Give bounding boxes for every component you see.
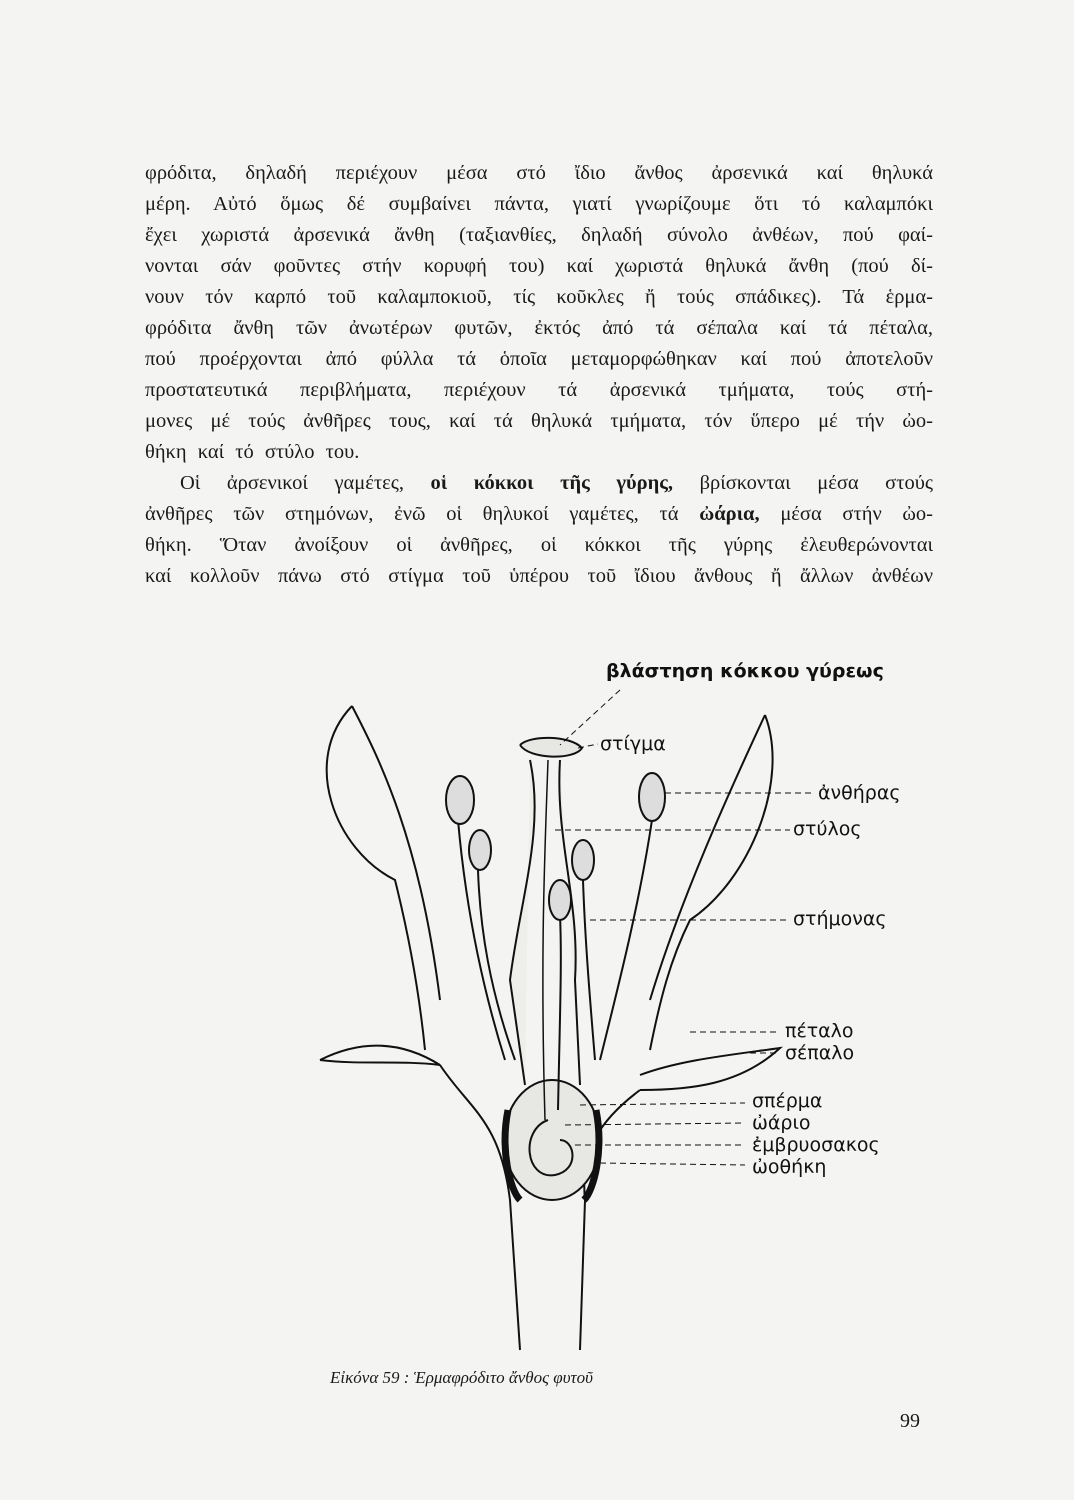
text-line: καί κολλοῦν πάνω στό στίγμα τοῦ ὑπέρου τοῦ ἴδιου ἄνθους ἤ ἄλλων ἀνθέων — [145, 565, 933, 587]
text-span: ἀνθῆρες τῶν στημόνων, ἐνῶ οἱ θηλυκοί γαμέτες, τά — [145, 503, 679, 525]
anther-shape — [549, 880, 571, 920]
stamen-filament — [600, 820, 652, 1060]
label-ovule: ὠάριο — [752, 1112, 811, 1134]
label-sepal: σέπαλο — [785, 1042, 855, 1064]
text-span: μέσα στήν ὠο- — [780, 503, 934, 525]
text-line: προστατευτικά περιβλήματα, περιέχουν τά ἀρσενικά τμήματα, τούς στή- — [145, 379, 933, 401]
label-stigma: στίγμα — [600, 733, 666, 755]
label-style: στύλος — [793, 818, 862, 840]
text-line: μέρη. Αὐτό ὅμως δέ συμβαίνει πάντα, γιατί γνωρίζουμε ὅτι τό καλαμπόκι — [145, 193, 933, 215]
text-line: θήκη. Ὅταν ἀνοίξουν οἱ ἀνθῆρες, οἱ κόκκοι τῆς γύρης ἐλευθερώνονται — [145, 534, 933, 556]
text-line: πού προέρχονται ἀπό φύλλα τά ὁποῖα μεταμορφώθηκαν καί πού ἀποτελοῦν — [145, 348, 933, 370]
text-line: φρόδιτα, δηλαδή περιέχουν μέσα στό ἴδιο ἄνθος ἀρσενικά καί θηλυκά — [145, 162, 933, 184]
label-embryo-sac: ἐμβρυοσακος — [752, 1134, 880, 1156]
label-stamen: στήμονας — [793, 908, 887, 930]
ovary-shape — [504, 1080, 600, 1200]
pollen-tube — [543, 760, 548, 1120]
anther-shape — [446, 776, 474, 824]
anther-shape — [469, 830, 491, 870]
text-line: μονες μέ τούς ἀνθῆρες τους, καί τά θηλυκά τμήματα, τόν ὕπερο μέ τήν ὠο- — [145, 410, 933, 432]
page-number: 99 — [900, 1410, 920, 1432]
style-shape — [510, 760, 580, 1085]
text-line: ἔχει χωριστά ἀρσενικά ἄνθη (ταξιανθίες, δηλαδή σύνολο ἀνθέων, πού φαί- — [145, 224, 933, 246]
bold-term: οἱ κόκκοι τῆς γύρης, — [430, 472, 673, 494]
left-sepal — [327, 706, 440, 1050]
text-line: νονται σάν φοῦντες στήν κορυφή του) καί χωριστά θηλυκά ἄνθη (πού δί- — [145, 255, 933, 277]
right-sepal — [650, 715, 773, 1050]
stamen-filament — [583, 880, 595, 1060]
label-pollen-germination: βλάστηση κόκκου γύρεως — [606, 660, 884, 682]
left-lower-sepal — [320, 1046, 440, 1065]
label-ovary: ὠοθήκη — [752, 1156, 827, 1178]
label-petal: πέταλο — [785, 1020, 854, 1042]
right-lower-petal — [640, 1048, 780, 1090]
anther-shape — [572, 840, 594, 880]
text-span: βρίσκονται μέσα στούς — [699, 472, 933, 494]
anther-shape — [639, 773, 665, 821]
text-line: φρόδιτα ἄνθη τῶν ἀνωτέρων φυτῶν, ἐκτός ἀπό τά σέπαλα καί τά πέταλα, — [145, 317, 933, 339]
text-span: Οἱ ἀρσενικοί γαμέτες, — [180, 472, 404, 494]
stigma-shape — [520, 738, 582, 757]
bold-term: ὠάρια, — [699, 503, 760, 525]
text-line: νουν τόν καρπό τοῦ καλαμποκιοῦ, τίς κοῦκλες ἤ τούς σπάδικες). Τά ἑρμα- — [145, 286, 933, 308]
caption-label: Εἰκόνα 59 : — [330, 1368, 410, 1387]
label-anther: ἀνθήρας — [818, 782, 901, 804]
label-seed: σπέρμα — [752, 1090, 823, 1112]
caption-text: Ἑρμαφρόδιτο ἄνθος φυτοῦ — [413, 1368, 593, 1387]
figure-caption — [330, 1368, 593, 1388]
text-line: θήκη καί τό στύλο του. — [145, 441, 360, 463]
